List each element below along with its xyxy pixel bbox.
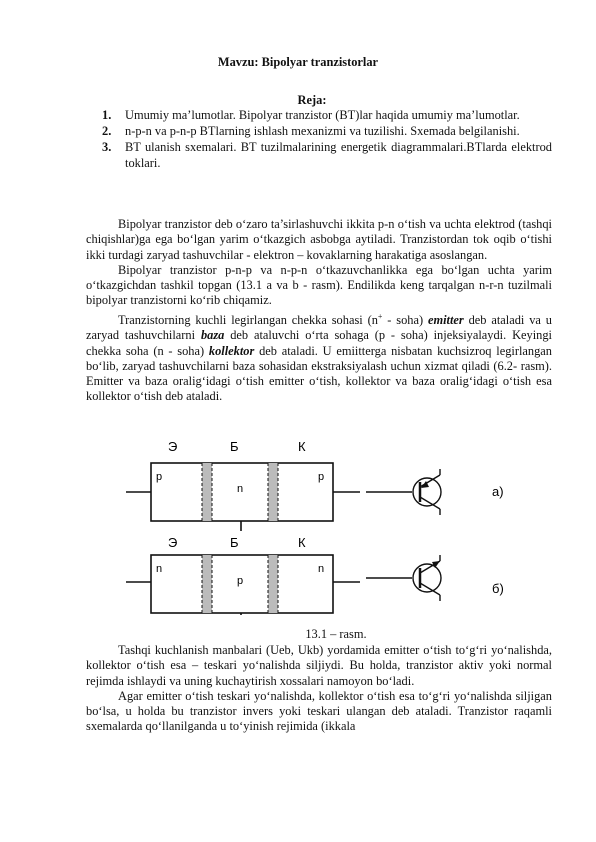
collector-label: К	[298, 439, 306, 454]
plan-item	[98, 108, 552, 123]
term-kollektor: kollektor	[208, 343, 255, 358]
region-label: p	[237, 575, 244, 587]
collector-label: К	[298, 535, 306, 550]
figure-tag-a: a)	[492, 484, 504, 499]
transistor-symbol-a	[366, 469, 504, 515]
plan-item	[98, 124, 552, 139]
plan-list	[98, 108, 552, 172]
paragraph: Agar emitter o‘tish teskari yo‘nalishda, kollektor o‘tish esa to‘g‘ri yo‘nalishda siljigan bo‘lsa, u holda bu tranzistor invers yoki teskari ulangan deb ataladi. Tranzistor raqamli sxemalarda qo‘llanilganda u to‘yinish rejimida (ikkala	[86, 688, 552, 734]
transistor-symbol-b	[366, 555, 504, 601]
plan-item-number: 3.	[102, 140, 112, 155]
emitter-label: Э	[168, 439, 178, 454]
region-label: n	[318, 563, 325, 575]
figure-tag-b: б)	[492, 581, 504, 596]
region-label: n	[156, 563, 163, 575]
structure-pnp	[126, 439, 360, 531]
plan-item-number: 1.	[102, 108, 112, 122]
paragraph: Bipolyar tranzistor deb o‘zaro ta’sirlashuvchi ikkita p-n o‘tish va uchta elektrod (tashqi chiqishlar)ga ega bo‘lgan yarim o‘tkazgich asbobga aytiladi. Tranzistordan tok oqib o‘tishi ikki turdagi zaryad tashuvchilar - elektron – kovaklarning harakatiga asoslangan.	[86, 217, 552, 262]
region-label: n	[237, 483, 244, 495]
base-label: Б	[230, 535, 239, 550]
term-baza: baza	[200, 328, 225, 343]
plan-item-text: n-p-n va p-n-p BTlarning ishlash mexanizmi va tuzilishi. Sxemada belgilanishi.	[125, 124, 520, 139]
structure-npn	[126, 535, 360, 615]
term-emitter: emitter	[427, 312, 464, 327]
paragraph: Bipolyar tranzistor p-n-p va n-p-n o‘tkazuvchanlikka ega bo‘lgan uchta yarim o‘tkazgichdan tashkil topgan (13.1 a va b - rasm). Endilikda keng tarqalgan n-r-n tuzilmali bipolyar tranzistorni ko‘rib chiqamiz.	[86, 262, 552, 308]
plan-item-number: 2.	[102, 124, 112, 139]
region-label: p	[318, 471, 325, 483]
transistor-diagram	[118, 435, 518, 615]
base-label: Б	[230, 439, 239, 454]
emitter-label: Э	[168, 535, 178, 550]
figure-caption: 13.1 – rasm.	[305, 627, 367, 641]
plan-heading: Reja:	[297, 93, 327, 107]
plan-item-text: BT ulanish sxemalari. BT tuzilmalarining energetik diagrammalari.BTlarda elektrod toklari.	[125, 140, 552, 170]
body-text-top	[86, 217, 552, 405]
transistor-figure	[118, 435, 518, 615]
plan-item	[98, 140, 552, 170]
paragraph: Tranzistorning kuchli legirlangan chekka sohasi (n+ - soha) emitter deb ataladi va u zaryad tashuvchilarni baza deb ataluvchi o‘rta sohaga (p - soha) injeksiyalaydi. Keyingi chekka soha (n - soha) kollektor deb ataladi. U emiitterga nisbatan kuchsizroq legirlangan bo‘lib, zaryad tashuvchilarni baza sohasidan ekstraksiyalash uchun xizmat qiladi (6.2- rasm). Emitter va baza oralig‘idagi o‘tish emitter o‘tish, kollektor va baza oralig‘idagi o‘tish esa kollektor o‘tish deb ataladi.	[86, 311, 553, 404]
body-text-bottom	[86, 643, 552, 735]
paragraph: Tashqi kuchlanish manbalari (Ueb, Ukb) yordamida emitter o‘tish to‘g‘ri yo‘nalishda, kollektor o‘tish esa – teskari yo‘nalishda siljiydi. Bu holda, tranzistor aktiv yoki normal rejimda ishlaydi va uning kuchaytirish xossalari namoyon bo‘ladi.	[86, 643, 552, 688]
plan-item-text: Umumiy ma’lumotlar. Bipolyar tranzistor (BT)lar haqida umumiy ma’lumotlar.	[125, 108, 520, 122]
region-label: p	[156, 471, 163, 483]
page-title: Mavzu: Bipolyar tranzistorlar	[217, 55, 379, 69]
